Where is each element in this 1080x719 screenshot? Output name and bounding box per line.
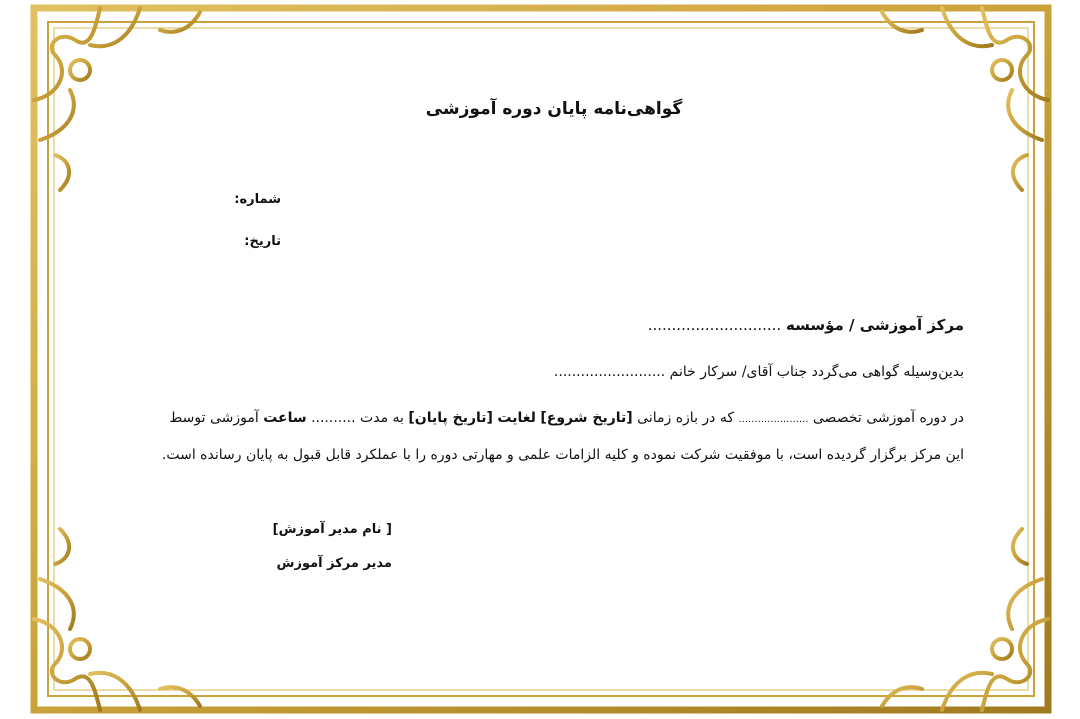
hours-placeholder: .......... [311, 410, 356, 426]
course-text-c: به مدت [360, 410, 404, 426]
signatory-title: مدیر مرکز آموزش [276, 556, 392, 571]
recipient-text: بدین‌وسیله گواهی می‌گردد جناب آقای/ سرکار خانم [669, 364, 964, 380]
course-text-a: در دوره آموزشی تخصصی [812, 410, 964, 426]
institution-line [648, 316, 964, 334]
start-date-placeholder: [تاریخ شروع] [540, 410, 633, 426]
institution-placeholder: ............................ [647, 316, 782, 334]
course-text-d: آموزشی توسط [169, 410, 259, 426]
end-date-placeholder: [تاریخ پایان] [408, 410, 493, 426]
number-label: شماره: [234, 192, 281, 207]
course-text-b: که در بازه زمانی [637, 410, 735, 426]
course-line [169, 410, 964, 426]
institution-label: مرکز آموزشی / مؤسسه [785, 316, 964, 334]
corner-ornament-bottom-left [34, 529, 200, 710]
completion-line: این مرکز برگزار گردیده است، با موفقیت شرکت نموده و کلیه الزامات علمی و مهارتی دوره را با عملکرد قابل قبول به پایان رسانده است. [161, 447, 964, 463]
corner-ornament-bottom-right [882, 529, 1048, 710]
hours-word: ساعت [263, 410, 307, 426]
certificate-title: گواهی‌نامه پایان دوره آموزشی [425, 99, 683, 119]
recipient-placeholder: ......................... [553, 364, 666, 380]
date-label: تاریخ: [244, 234, 281, 249]
signatory-name: [ نام مدیر آموزش] [272, 522, 392, 537]
course-name-placeholder: ...................... [738, 414, 809, 425]
until-word: لغایت [497, 410, 536, 426]
recipient-line [554, 364, 964, 380]
